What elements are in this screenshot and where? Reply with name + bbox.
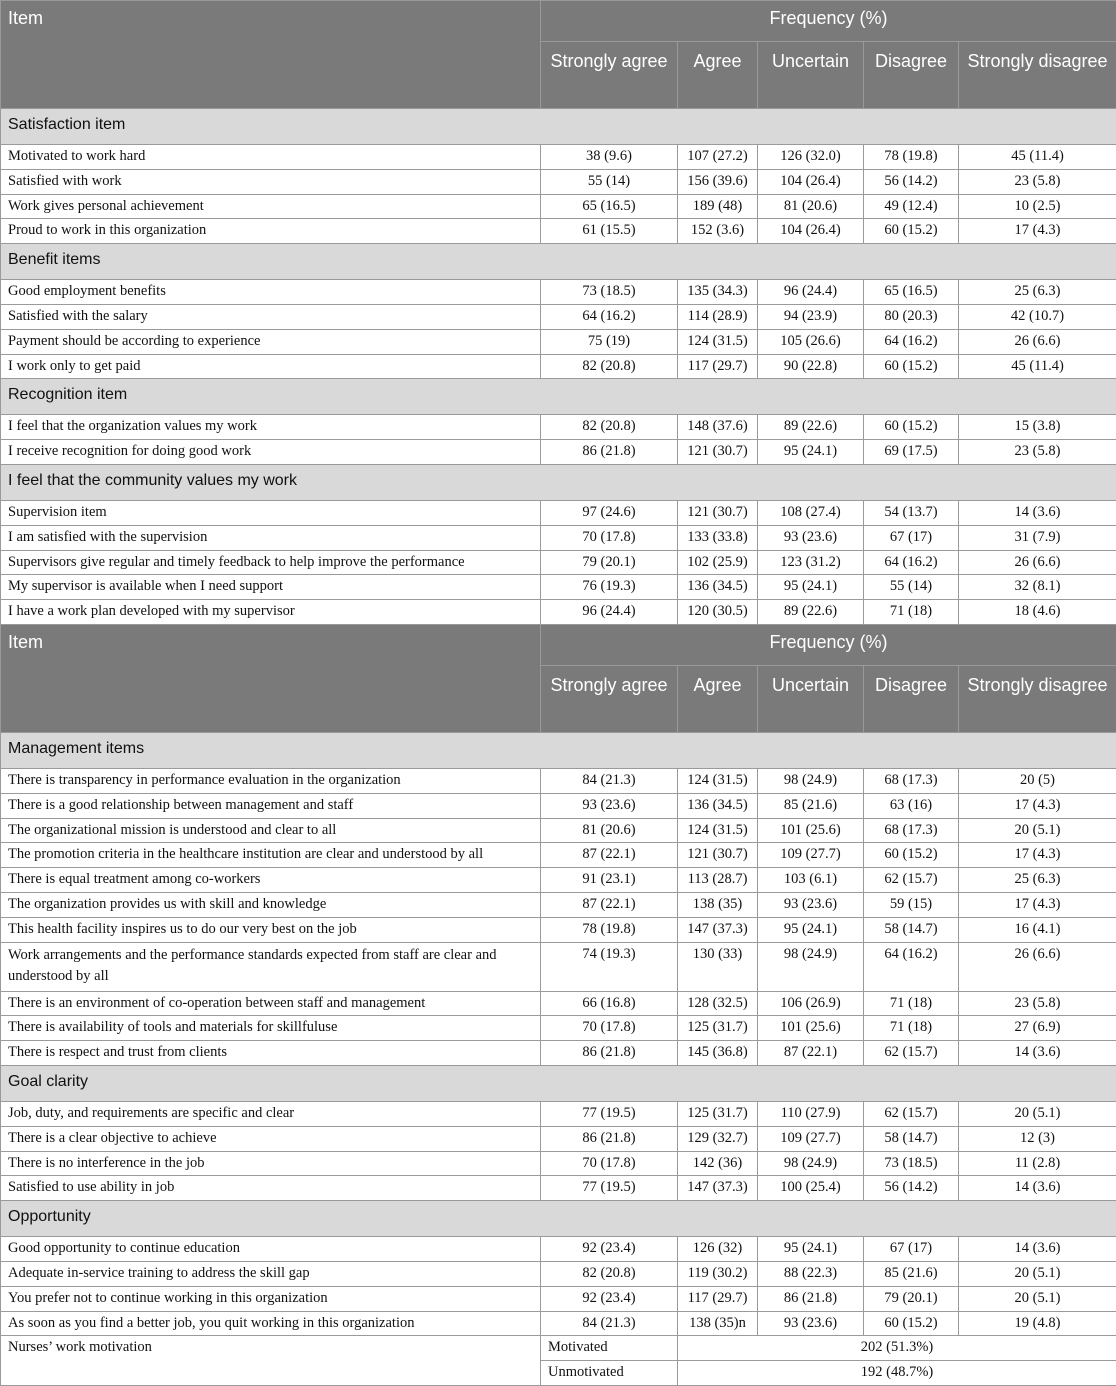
frequency-cell: 14 (3.6) — [959, 1237, 1116, 1262]
frequency-cell: 15 (3.8) — [959, 415, 1116, 440]
frequency-cell: 58 (14.7) — [864, 917, 959, 942]
item-label: Work arrangements and the performance standards expected from staff are clear and understood by all — [1, 942, 541, 991]
frequency-cell: 45 (11.4) — [959, 354, 1116, 379]
table-row — [1, 868, 1116, 893]
frequency-cell: 104 (26.4) — [758, 169, 864, 194]
motivation-label: Nurses’ work motivation — [1, 1336, 541, 1386]
frequency-cell: 114 (28.9) — [678, 304, 758, 329]
frequency-cell: 20 (5) — [959, 768, 1116, 793]
frequency-cell: 102 (25.9) — [678, 550, 758, 575]
item-label: You prefer not to continue working in this organization — [1, 1286, 541, 1311]
frequency-cell: 94 (23.9) — [758, 304, 864, 329]
section-header-row — [1, 1201, 1116, 1237]
frequency-cell: 82 (20.8) — [541, 415, 678, 440]
table-row — [1, 793, 1116, 818]
frequency-cell: 85 (21.6) — [864, 1261, 959, 1286]
item-label: Supervision item — [1, 500, 541, 525]
item-label: Payment should be according to experience — [1, 329, 541, 354]
response-column-header: Uncertain — [758, 42, 864, 109]
frequency-cell: 12 (3) — [959, 1126, 1116, 1151]
frequency-cell: 62 (15.7) — [864, 868, 959, 893]
table-row — [1, 329, 1116, 354]
frequency-cell: 62 (15.7) — [864, 1041, 959, 1066]
frequency-cell: 130 (33) — [678, 942, 758, 991]
frequency-cell: 56 (14.2) — [864, 169, 959, 194]
frequency-cell: 25 (6.3) — [959, 868, 1116, 893]
frequency-cell: 124 (31.5) — [678, 768, 758, 793]
table-row — [1, 1261, 1116, 1286]
frequency-cell: 98 (24.9) — [758, 1151, 864, 1176]
frequency-cell: 95 (24.1) — [758, 575, 864, 600]
frequency-cell: 138 (35) — [678, 892, 758, 917]
table-row — [1, 194, 1116, 219]
table-body — [1, 1, 1116, 1386]
section-header-row — [1, 379, 1116, 415]
item-label: I work only to get paid — [1, 354, 541, 379]
frequency-cell: 98 (24.9) — [758, 942, 864, 991]
frequency-cell: 25 (6.3) — [959, 280, 1116, 305]
item-column-header: Item — [1, 1, 541, 109]
frequency-cell: 110 (27.9) — [758, 1101, 864, 1126]
section-header-row — [1, 244, 1116, 280]
response-column-header: Strongly disagree — [959, 42, 1116, 109]
frequency-cell: 93 (23.6) — [758, 525, 864, 550]
frequency-cell: 82 (20.8) — [541, 1261, 678, 1286]
frequency-cell: 60 (15.2) — [864, 354, 959, 379]
frequency-cell: 71 (18) — [864, 991, 959, 1016]
frequency-cell: 126 (32.0) — [758, 145, 864, 170]
frequency-cell: 67 (17) — [864, 1237, 959, 1262]
table-row — [1, 1237, 1116, 1262]
item-label: I feel that the organization values my work — [1, 415, 541, 440]
table-row — [1, 354, 1116, 379]
frequency-cell: 91 (23.1) — [541, 868, 678, 893]
frequency-cell: 76 (19.3) — [541, 575, 678, 600]
frequency-cell: 66 (16.8) — [541, 991, 678, 1016]
frequency-cell: 95 (24.1) — [758, 440, 864, 465]
frequency-cell: 93 (23.6) — [541, 793, 678, 818]
frequency-cell: 128 (32.5) — [678, 991, 758, 1016]
table-row — [1, 304, 1116, 329]
frequency-cell: 45 (11.4) — [959, 145, 1116, 170]
frequency-cell: 85 (21.6) — [758, 793, 864, 818]
frequency-cell: 117 (29.7) — [678, 1286, 758, 1311]
frequency-cell: 17 (4.3) — [959, 793, 1116, 818]
item-label: There is equal treatment among co-workers — [1, 868, 541, 893]
frequency-cell: 64 (16.2) — [864, 550, 959, 575]
item-label: There is a good relationship between management and staff — [1, 793, 541, 818]
section-title: Satisfaction item — [1, 109, 1116, 145]
item-label: I have a work plan developed with my supervisor — [1, 600, 541, 625]
frequency-cell: 87 (22.1) — [758, 1041, 864, 1066]
frequency-cell: 109 (27.7) — [758, 843, 864, 868]
frequency-cell: 63 (16) — [864, 793, 959, 818]
frequency-cell: 62 (15.7) — [864, 1101, 959, 1126]
frequency-cell: 125 (31.7) — [678, 1016, 758, 1041]
frequency-cell: 84 (21.3) — [541, 1311, 678, 1336]
frequency-cell: 73 (18.5) — [541, 280, 678, 305]
item-label: There is respect and trust from clients — [1, 1041, 541, 1066]
header-row-1 — [1, 1, 1116, 42]
item-label: Satisfied to use ability in job — [1, 1176, 541, 1201]
frequency-cell: 27 (6.9) — [959, 1016, 1116, 1041]
frequency-cell: 60 (15.2) — [864, 415, 959, 440]
frequency-cell: 121 (30.7) — [678, 440, 758, 465]
frequency-cell: 14 (3.6) — [959, 1176, 1116, 1201]
frequency-cell: 26 (6.6) — [959, 942, 1116, 991]
table-row — [1, 600, 1116, 625]
item-label: This health facility inspires us to do our very best on the job — [1, 917, 541, 942]
frequency-cell: 16 (4.1) — [959, 917, 1116, 942]
item-label: The organization provides us with skill and knowledge — [1, 892, 541, 917]
frequency-cell: 55 (14) — [864, 575, 959, 600]
item-label: There is availability of tools and materials for skillfuluse — [1, 1016, 541, 1041]
frequency-cell: 97 (24.6) — [541, 500, 678, 525]
motivation-category: Unmotivated — [541, 1361, 678, 1386]
frequency-cell: 84 (21.3) — [541, 768, 678, 793]
frequency-cell: 64 (16.2) — [864, 942, 959, 991]
frequency-cell: 75 (19) — [541, 329, 678, 354]
frequency-cell: 135 (34.3) — [678, 280, 758, 305]
frequency-cell: 64 (16.2) — [864, 329, 959, 354]
frequency-cell: 106 (26.9) — [758, 991, 864, 1016]
table-row — [1, 145, 1116, 170]
item-label: There is no interference in the job — [1, 1151, 541, 1176]
frequency-cell: 92 (23.4) — [541, 1237, 678, 1262]
frequency-cell: 26 (6.6) — [959, 329, 1116, 354]
frequency-cell: 59 (15) — [864, 892, 959, 917]
frequency-cell: 89 (22.6) — [758, 600, 864, 625]
frequency-cell: 189 (48) — [678, 194, 758, 219]
response-column-header: Agree — [678, 42, 758, 109]
table-row — [1, 991, 1116, 1016]
table-row — [1, 1151, 1116, 1176]
table-row — [1, 1176, 1116, 1201]
frequency-cell: 90 (22.8) — [758, 354, 864, 379]
frequency-cell: 18 (4.6) — [959, 600, 1116, 625]
frequency-cell: 17 (4.3) — [959, 219, 1116, 244]
frequency-column-header: Frequency (%) — [541, 624, 1116, 665]
frequency-cell: 67 (17) — [864, 525, 959, 550]
frequency-cell: 120 (30.5) — [678, 600, 758, 625]
table-row — [1, 280, 1116, 305]
frequency-cell: 70 (17.8) — [541, 525, 678, 550]
frequency-cell: 142 (36) — [678, 1151, 758, 1176]
frequency-cell: 70 (17.8) — [541, 1151, 678, 1176]
frequency-cell: 93 (23.6) — [758, 892, 864, 917]
frequency-cell: 49 (12.4) — [864, 194, 959, 219]
response-column-header: Strongly agree — [541, 42, 678, 109]
frequency-cell: 87 (22.1) — [541, 843, 678, 868]
frequency-cell: 88 (22.3) — [758, 1261, 864, 1286]
response-column-header: Strongly disagree — [959, 665, 1116, 732]
frequency-cell: 101 (25.6) — [758, 1016, 864, 1041]
frequency-cell: 133 (33.8) — [678, 525, 758, 550]
frequency-cell: 70 (17.8) — [541, 1016, 678, 1041]
item-label: Adequate in-service training to address the skill gap — [1, 1261, 541, 1286]
table-row — [1, 440, 1116, 465]
item-label: Proud to work in this organization — [1, 219, 541, 244]
frequency-cell: 81 (20.6) — [758, 194, 864, 219]
frequency-cell: 125 (31.7) — [678, 1101, 758, 1126]
frequency-cell: 93 (23.6) — [758, 1311, 864, 1336]
frequency-cell: 42 (10.7) — [959, 304, 1116, 329]
table-row — [1, 843, 1116, 868]
frequency-cell: 101 (25.6) — [758, 818, 864, 843]
section-title: Recognition item — [1, 379, 1116, 415]
item-label: Satisfied with the salary — [1, 304, 541, 329]
frequency-cell: 17 (4.3) — [959, 892, 1116, 917]
frequency-cell: 73 (18.5) — [864, 1151, 959, 1176]
frequency-cell: 124 (31.5) — [678, 329, 758, 354]
frequency-cell: 68 (17.3) — [864, 818, 959, 843]
frequency-cell: 23 (5.8) — [959, 991, 1116, 1016]
table-row — [1, 942, 1116, 991]
table-row — [1, 1311, 1116, 1336]
table-row — [1, 219, 1116, 244]
item-label: There is a clear objective to achieve — [1, 1126, 541, 1151]
table-row — [1, 818, 1116, 843]
frequency-cell: 17 (4.3) — [959, 843, 1116, 868]
frequency-cell: 121 (30.7) — [678, 843, 758, 868]
frequency-cell: 20 (5.1) — [959, 818, 1116, 843]
frequency-cell: 60 (15.2) — [864, 1311, 959, 1336]
item-label: The organizational mission is understood and clear to all — [1, 818, 541, 843]
frequency-cell: 81 (20.6) — [541, 818, 678, 843]
item-label: Job, duty, and requirements are specific and clear — [1, 1101, 541, 1126]
frequency-cell: 124 (31.5) — [678, 818, 758, 843]
frequency-cell: 148 (37.6) — [678, 415, 758, 440]
frequency-cell: 38 (9.6) — [541, 145, 678, 170]
section-title: Management items — [1, 732, 1116, 768]
frequency-cell: 54 (13.7) — [864, 500, 959, 525]
frequency-cell: 103 (6.1) — [758, 868, 864, 893]
item-label: Satisfied with work — [1, 169, 541, 194]
frequency-cell: 121 (30.7) — [678, 500, 758, 525]
item-label: Work gives personal achievement — [1, 194, 541, 219]
motivation-value: 202 (51.3%) — [678, 1336, 1116, 1361]
frequency-cell: 80 (20.3) — [864, 304, 959, 329]
frequency-cell: 77 (19.5) — [541, 1176, 678, 1201]
frequency-cell: 60 (15.2) — [864, 843, 959, 868]
frequency-cell: 105 (26.6) — [758, 329, 864, 354]
frequency-cell: 19 (4.8) — [959, 1311, 1116, 1336]
frequency-cell: 92 (23.4) — [541, 1286, 678, 1311]
frequency-cell: 60 (15.2) — [864, 219, 959, 244]
frequency-cell: 95 (24.1) — [758, 1237, 864, 1262]
frequency-cell: 11 (2.8) — [959, 1151, 1116, 1176]
frequency-cell: 20 (5.1) — [959, 1261, 1116, 1286]
frequency-cell: 20 (5.1) — [959, 1286, 1116, 1311]
frequency-cell: 86 (21.8) — [541, 1041, 678, 1066]
table-row — [1, 500, 1116, 525]
frequency-cell: 65 (16.5) — [864, 280, 959, 305]
frequency-cell: 58 (14.7) — [864, 1126, 959, 1151]
frequency-cell: 26 (6.6) — [959, 550, 1116, 575]
frequency-cell: 82 (20.8) — [541, 354, 678, 379]
frequency-cell: 104 (26.4) — [758, 219, 864, 244]
frequency-cell: 96 (24.4) — [541, 600, 678, 625]
frequency-cell: 14 (3.6) — [959, 1041, 1116, 1066]
frequency-cell: 79 (20.1) — [541, 550, 678, 575]
frequency-cell: 79 (20.1) — [864, 1286, 959, 1311]
frequency-cell: 145 (36.8) — [678, 1041, 758, 1066]
frequency-cell: 10 (2.5) — [959, 194, 1116, 219]
frequency-cell: 78 (19.8) — [864, 145, 959, 170]
table-row — [1, 1286, 1116, 1311]
frequency-cell: 56 (14.2) — [864, 1176, 959, 1201]
item-label: The promotion criteria in the healthcare institution are clear and understood by all — [1, 843, 541, 868]
table-row — [1, 917, 1116, 942]
frequency-cell: 136 (34.5) — [678, 793, 758, 818]
item-label: My supervisor is available when I need support — [1, 575, 541, 600]
frequency-cell: 129 (32.7) — [678, 1126, 758, 1151]
table-row — [1, 892, 1116, 917]
frequency-cell: 96 (24.4) — [758, 280, 864, 305]
frequency-cell: 64 (16.2) — [541, 304, 678, 329]
frequency-cell: 126 (32) — [678, 1237, 758, 1262]
frequency-cell: 95 (24.1) — [758, 917, 864, 942]
table-row — [1, 1126, 1116, 1151]
frequency-cell: 68 (17.3) — [864, 768, 959, 793]
table-row — [1, 1041, 1116, 1066]
table-row — [1, 169, 1116, 194]
frequency-cell: 117 (29.7) — [678, 354, 758, 379]
item-label: Motivated to work hard — [1, 145, 541, 170]
section-title: Benefit items — [1, 244, 1116, 280]
frequency-cell: 23 (5.8) — [959, 169, 1116, 194]
frequency-cell: 55 (14) — [541, 169, 678, 194]
table-row — [1, 550, 1116, 575]
section-header-row — [1, 1065, 1116, 1101]
frequency-cell: 100 (25.4) — [758, 1176, 864, 1201]
frequency-cell: 107 (27.2) — [678, 145, 758, 170]
table-row — [1, 1016, 1116, 1041]
item-column-header: Item — [1, 624, 541, 732]
frequency-cell: 32 (8.1) — [959, 575, 1116, 600]
frequency-cell: 65 (16.5) — [541, 194, 678, 219]
frequency-cell: 77 (19.5) — [541, 1101, 678, 1126]
item-label: I am satisfied with the supervision — [1, 525, 541, 550]
response-column-header: Disagree — [864, 42, 959, 109]
table-row — [1, 525, 1116, 550]
table-row — [1, 768, 1116, 793]
frequency-cell: 20 (5.1) — [959, 1101, 1116, 1126]
frequency-cell: 74 (19.3) — [541, 942, 678, 991]
item-label: There is an environment of co-operation between staff and management — [1, 991, 541, 1016]
frequency-cell: 71 (18) — [864, 1016, 959, 1041]
frequency-cell: 87 (22.1) — [541, 892, 678, 917]
header-row-2 — [1, 624, 1116, 665]
response-column-header: Uncertain — [758, 665, 864, 732]
frequency-cell: 23 (5.8) — [959, 440, 1116, 465]
item-label: As soon as you find a better job, you quit working in this organization — [1, 1311, 541, 1336]
item-label: Supervisors give regular and timely feedback to help improve the performance — [1, 550, 541, 575]
section-header-row — [1, 732, 1116, 768]
frequency-cell: 147 (37.3) — [678, 917, 758, 942]
item-label: There is transparency in performance evaluation in the organization — [1, 768, 541, 793]
frequency-cell: 136 (34.5) — [678, 575, 758, 600]
section-header-row — [1, 109, 1116, 145]
response-column-header: Disagree — [864, 665, 959, 732]
frequency-cell: 123 (31.2) — [758, 550, 864, 575]
table-row — [1, 415, 1116, 440]
motivation-category: Motivated — [541, 1336, 678, 1361]
frequency-cell: 156 (39.6) — [678, 169, 758, 194]
item-label: Good employment benefits — [1, 280, 541, 305]
item-label: Good opportunity to continue education — [1, 1237, 541, 1262]
frequency-cell: 152 (3.6) — [678, 219, 758, 244]
response-column-header: Agree — [678, 665, 758, 732]
motivation-row — [1, 1336, 1116, 1361]
section-title: Opportunity — [1, 1201, 1116, 1237]
frequency-column-header: Frequency (%) — [541, 1, 1116, 42]
frequency-cell: 31 (7.9) — [959, 525, 1116, 550]
frequency-cell: 138 (35)n — [678, 1311, 758, 1336]
frequency-cell: 61 (15.5) — [541, 219, 678, 244]
frequency-cell: 86 (21.8) — [541, 440, 678, 465]
frequency-cell: 86 (21.8) — [541, 1126, 678, 1151]
table-row — [1, 575, 1116, 600]
frequency-cell: 14 (3.6) — [959, 500, 1116, 525]
frequency-cell: 78 (19.8) — [541, 917, 678, 942]
frequency-cell: 147 (37.3) — [678, 1176, 758, 1201]
section-title: Goal clarity — [1, 1065, 1116, 1101]
frequency-cell: 119 (30.2) — [678, 1261, 758, 1286]
frequency-cell: 113 (28.7) — [678, 868, 758, 893]
section-header-row — [1, 464, 1116, 500]
motivation-value: 192 (48.7%) — [678, 1361, 1116, 1386]
frequency-cell: 69 (17.5) — [864, 440, 959, 465]
frequency-cell: 108 (27.4) — [758, 500, 864, 525]
frequency-cell: 86 (21.8) — [758, 1286, 864, 1311]
item-label: I receive recognition for doing good work — [1, 440, 541, 465]
frequency-cell: 89 (22.6) — [758, 415, 864, 440]
response-column-header: Strongly agree — [541, 665, 678, 732]
frequency-cell: 71 (18) — [864, 600, 959, 625]
frequency-cell: 109 (27.7) — [758, 1126, 864, 1151]
section-title: I feel that the community values my work — [1, 464, 1116, 500]
frequency-cell: 98 (24.9) — [758, 768, 864, 793]
table-row — [1, 1101, 1116, 1126]
